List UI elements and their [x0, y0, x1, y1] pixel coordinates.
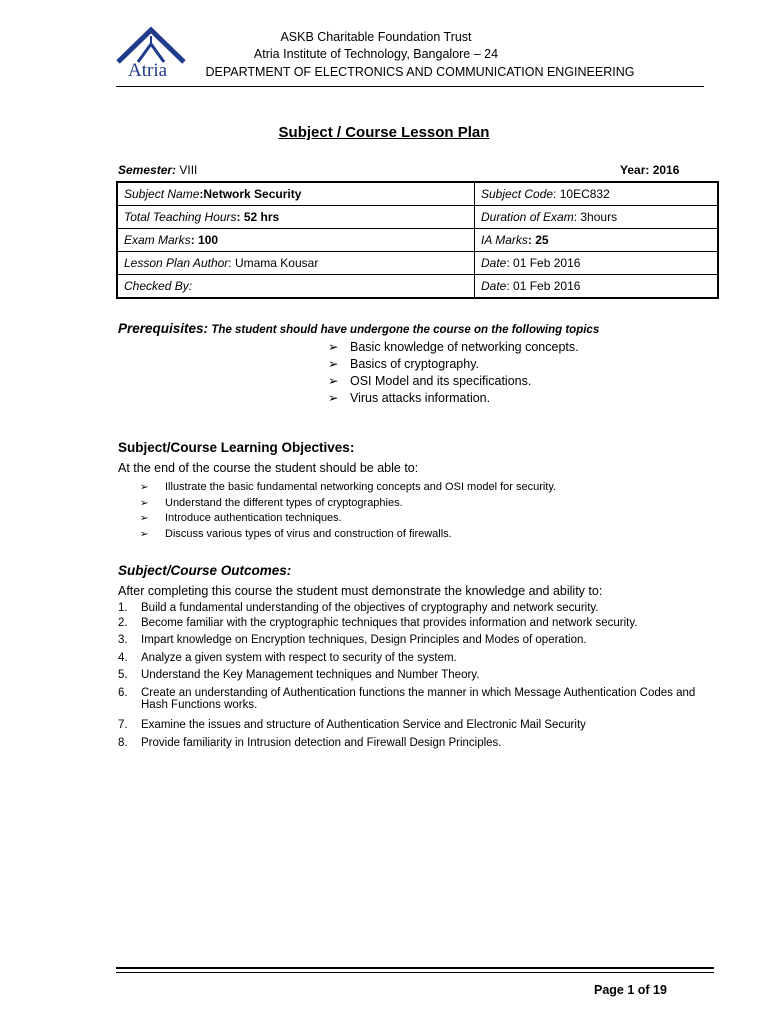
checked-by-cell: Checked By: [117, 275, 475, 299]
course-info-table [116, 181, 719, 299]
logo-text: Atria [128, 60, 168, 81]
list-item: ➢ Basic knowledge of networking concepts. [328, 340, 579, 354]
list-item: 6. Create an understanding of Authentication functions the manner in which Message Authentication Codes and Hash Functions works. [118, 687, 696, 711]
arrow-bullet-icon: ➢ [328, 391, 339, 405]
department-name: DEPARTMENT OF ELECTRONICS AND COMMUNICATION ENGINEERING [205, 65, 635, 79]
header-divider [116, 86, 704, 87]
subject-name-cell: Subject Name:Network Security [117, 182, 475, 206]
semester-label: Semester: [118, 163, 177, 177]
page-number: Page 1 of 19 [594, 983, 667, 997]
subject-code-cell: Subject Code: 10EC832 [475, 182, 719, 206]
list-item: ➢ Introduce authentication techniques. [140, 511, 556, 527]
table-row [117, 252, 718, 275]
teaching-hours-cell: Total Teaching Hours: 52 hrs [117, 206, 475, 229]
exam-marks-cell: Exam Marks: 100 [117, 229, 475, 252]
outcomes-intro: After completing this course the student must demonstrate the knowledge and ability to: [118, 584, 603, 598]
list-item: ➢ Understand the different types of cryptographies. [140, 496, 556, 512]
list-item: 3. Impart knowledge on Encryption techniques, Design Principles and Modes of operation. [118, 634, 587, 646]
objectives-heading: Subject/Course Learning Objectives: [118, 440, 355, 455]
ia-marks-cell: IA Marks: 25 [475, 229, 719, 252]
institute-name: Atria Institute of Technology, Bangalore – 24 [253, 47, 499, 61]
arrow-bullet-icon: ➢ [140, 497, 149, 509]
prerequisites-list [328, 339, 579, 407]
table-row [117, 229, 718, 252]
outcomes-heading: Subject/Course Outcomes: [118, 563, 292, 578]
list-item: 8. Provide familiarity in Intrusion detection and Firewall Design Principles. [118, 737, 502, 749]
author-cell: Lesson Plan Author: Umama Kousar [117, 252, 475, 275]
table-row [117, 275, 718, 299]
list-item: 4. Analyze a given system with respect to security of the system. [118, 652, 457, 664]
objectives-intro: At the end of the course the student should be able to: [118, 461, 419, 475]
date-cell: Date: 01 Feb 2016 [475, 252, 719, 275]
list-item: 2. Become familiar with the cryptographic techniques that provides information and network security. [118, 617, 638, 629]
footer-divider-thin [116, 972, 714, 973]
arrow-bullet-icon: ➢ [328, 374, 339, 388]
arrow-bullet-icon: ➢ [140, 513, 149, 524]
semester-value: VIII [176, 163, 198, 177]
objectives-list [140, 480, 556, 542]
list-item: 7. Examine the issues and structure of Authentication Service and Electronic Mail Security [118, 719, 586, 731]
exam-duration-cell: Duration of Exam: 3hours [475, 206, 719, 229]
list-item: 5. Understand the Key Management techniques and Number Theory. [118, 669, 480, 681]
trust-name: ASKB Charitable Foundation Trust [280, 30, 472, 44]
list-item: ➢ Illustrate the basic fundamental networking concepts and OSI model for security. [140, 480, 556, 496]
table-row [117, 206, 718, 229]
arrow-bullet-icon: ➢ [140, 482, 149, 493]
list-item: ➢ Discuss various types of virus and construction of firewalls. [140, 527, 556, 543]
semester [118, 163, 197, 177]
table-row [117, 182, 718, 206]
page-title: Subject / Course Lesson Plan [278, 124, 490, 141]
arrow-bullet-icon: ➢ [328, 340, 339, 354]
arrow-bullet-icon: ➢ [140, 528, 149, 540]
list-item: 1. Build a fundamental understanding of the objectives of cryptography and network security. [118, 602, 599, 614]
list-item: ➢ Basics of cryptography. [328, 357, 479, 371]
year: Year: 2016 [620, 163, 680, 177]
footer-divider [116, 967, 714, 969]
prerequisites-heading: Prerequisites: The student should have undergone the course on the following topics [118, 321, 600, 336]
list-item: ➢ Virus attacks information. [328, 391, 491, 405]
arrow-bullet-icon: ➢ [328, 357, 339, 371]
list-item: ➢ OSI Model and its specifications. [328, 374, 532, 388]
date-cell: Date: 01 Feb 2016 [475, 275, 719, 299]
